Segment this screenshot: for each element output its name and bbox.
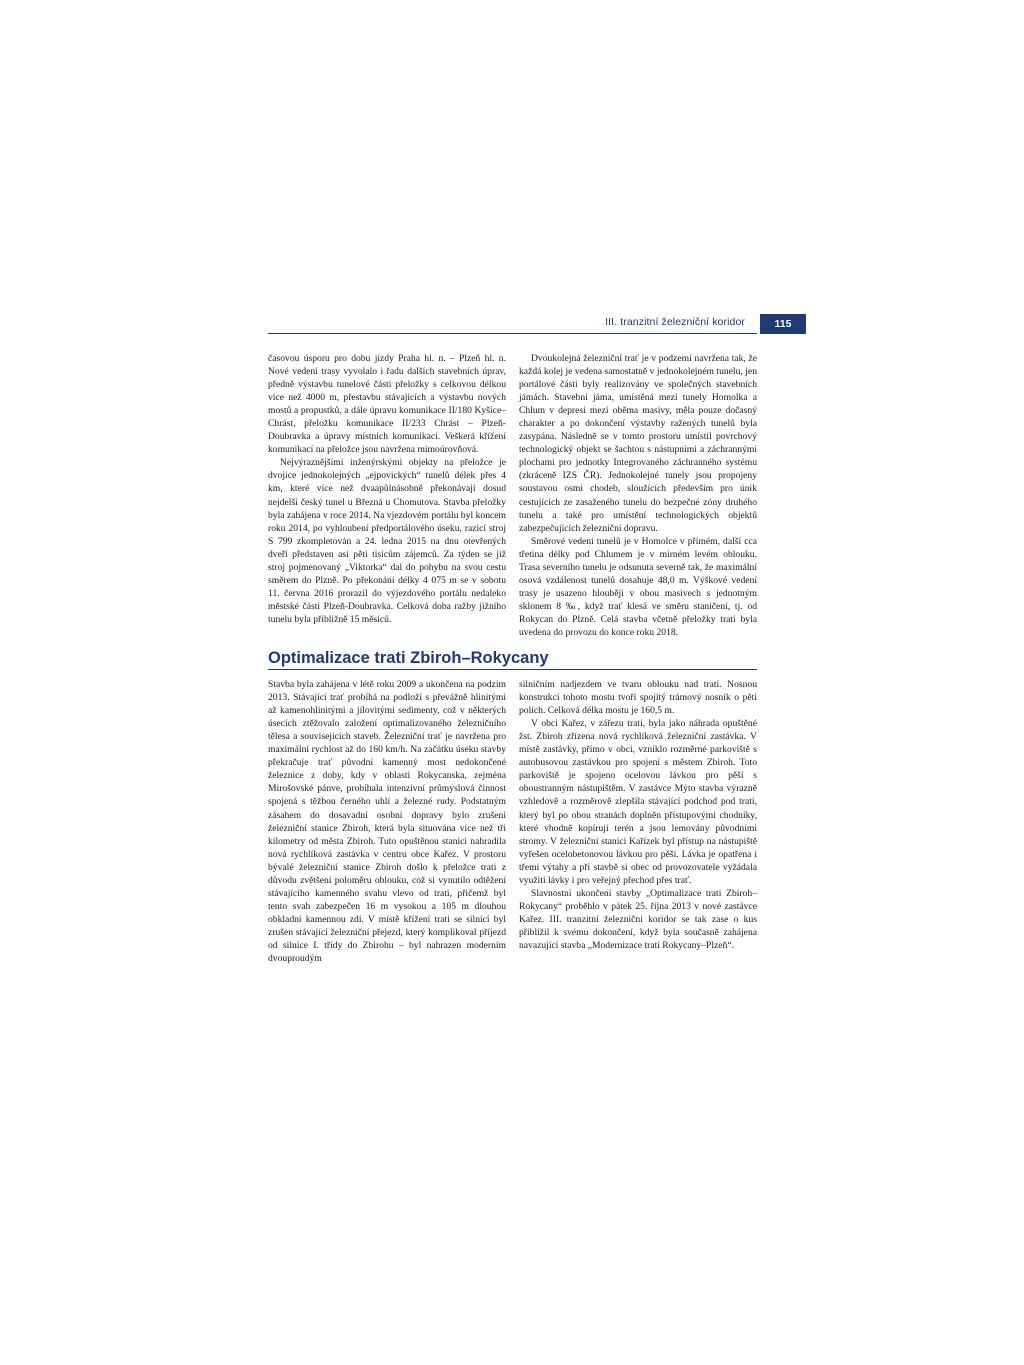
running-header (268, 314, 757, 334)
paragraph: V obci Kařez, v zářezu trati, byla jako náhrada opuštěné žst. Zbiroh zřízena nová rychlíková železniční zastávka. V místě zastávky, přímo v obci, vzniklo rozměrné parkoviště s autobusovou zastávkou pro spojení s městem Zbiroh. Toto parkoviště je spojeno ocelovou lávkou pro pěší s oboustranným nástupištěm. V zastávce Mýto stavba výrazně vzhledově a rozměrově zlepšila stávající podchod pod tratí, který byl po obou stranách doplněn přístupovými chodníky, které vhodně kopírují terén a jsou lemovány původními stromy. V železniční stanici Kařízek byl přístup na nástupiště vyřešen ocelobetonovou lávkou pro pěší. Lávka je opatřena i třemi výtahy a při stavbě si obec od provozovatele vyžádala využití lávky i pro veřejný přechod přes trať. (519, 718, 757, 886)
page-number: 115 (760, 314, 806, 334)
section-columns (268, 678, 757, 965)
book-page (268, 314, 806, 965)
section-heading: Optimalizace trati Zbiroh–Rokycany (268, 648, 757, 670)
paragraph: Směrové vedení tunelů je v Homolce v přímém, další cca třetina délky pod Chlumem je v mírném levém oblouku. Trasa severního tunelu je odsunuta severně tak, že maximální osová vzdálenost tunelů dosahuje 48,0 m. Výškové vedení trasy je usazeno hlouběji v obou masivech s jednotným sklonem 8 ‰, když trať klesá ve směru staničení, tj. od Rokycan do Plzně. Celá stavba včetně přeložky trati byla uvedena do provozu do konce roku 2018. (519, 535, 757, 638)
top-right-column (519, 352, 757, 639)
running-title: III. tranzitní železniční koridor (605, 316, 745, 328)
paragraph: Stavba byla zahájena v létě roku 2009 a ukončena na podzim 2013. Stávající trať probíhá na podloží s převážně hlinitými až kamenohlinitými a jílovitými sedimenty, což v některých úsecích ztěžovalo založení optimalizovaného železničního tělesa a souvisejících staveb. Železniční trať je navržena pro maximální rychlost až do 160 km/h. Na začátku úseku stavby překračuje trať původní kamenný most nedokončené železnice z doby, kdy v oblasti Rokycanska, zejména Mirošovské pánve, probíhala intenzivní průmyslová činnost spojená s těžbou černého uhlí a železné rudy. Podstatným zásahem do dosavadní osobní dopravy bylo zrušení železniční stanice Zbiroh, která byla situována více než tři kilometry od města Zbiroh. Tuto opuštěnou stanici nahradila nová rychlíková zastávka v centru obce Kařez. V prostoru bývalé železniční stanice Zbiroh došlo k přeložce trati z důvodu zvětšení poloměru oblouku, což si vynutilo odtěžení stávajícího kamenného svahu vlevo od trati, přičemž byl tento svah zabezpečen 16 m vysokou a 105 m dlouhou obkladní kamennou zdí. V místě křížení trati se silnicí byl zrušen stávající železniční přejezd, který komplikoval příjezd od silnice I. třídy do Zbirohu – byl nahrazen moderním dvouproudým (268, 679, 506, 965)
top-columns (268, 352, 757, 639)
paragraph: Slavnostní ukončení stavby „Optimalizace trati Zbiroh–Rokycany“ proběhlo v pátek 25. října 2013 v nové zastávce Kařez. III. tranzitní železniční koridor se tak zase o kus přiblížil k svému dokončení, když byla současně zahájena navazující stavba „Modernizace trati Rokycany–Plzeň“. (519, 887, 757, 951)
top-left-column (268, 352, 506, 639)
paragraph: silničním nadjezdem ve tvaru oblouku nad tratí. Nosnou konstrukci tohoto mostu tvoří spojitý trámový nosník o pěti polích. Celková délka mostu je 160,5 m. (519, 679, 757, 717)
section-left-column (268, 678, 506, 965)
paragraph: Dvoukolejná železniční trať je v podzemí navržena tak, že každá kolej je vedena samostatně v jednokolejném tunelu, jen portálové části byly realizovány ve společných stavebních jámách. Stavební jáma, umístěná mezi tunely Homolka a Chlum v depresi mezi oběma masivy, měla pouze dočasný charakter a po dokončení výstavby ražených tunelů byla zasypána. Následně se v tomto prostoru umístil povrchový technologický objekt se šachtou s nástupními a záchrannými plochami pro jednotky Integrovaného záchranného systému (zkráceně IZS ČR). Jednokolejné tunely jsou propojeny soustavou osmi chodeb, sloužících především pro únik cestujících ze zasaženého tunelu do bezpečné zóny druhého tunelu a také pro umístění technologických objektů zabezpečujících železniční dopravu. (519, 353, 757, 534)
paragraph: Nejvýraznějšími inženýrskými objekty na přeložce je dvojice jednokolejných „ejpovických“ tunelů délek přes 4 km, které více než dvaapůlnásobně překonávají dosud nejdelší český tunel u Březná u Chomutova. Stavba přeložky byla zahájena v roce 2014. Na vjezdovém portálu byl koncem roku 2014, po vyhloubení předportálového úseku, razicí stroj S 799 zkompletován a 24. ledna 2015 na dnu otevřených dveří představen asi pěti tisícům zájemců. Za týden se již stroj pojmenovaný „Viktorka“ dal do pohybu na svou cestu směrem do Plzně. Po překonání délky 4 075 m se v sobotu 11. června 2016 prorazil do výjezdového portálu nedaleko městské části Plzeň-Doubravka. Celková doba ražby jižního tunelu byla přibližně 15 měsíců. (268, 457, 506, 625)
section-right-column (519, 678, 757, 965)
paragraph: časovou úsporu pro dobu jízdy Praha hl. n. – Plzeň hl. n. Nové vedení trasy vyvolalo i řadu dalších stavebních úprav, předně výstavbu tunelové části přeložky s celkovou délkou více než 4000 m, přestavbu stávajících a výstavbu nových mostů a propustků, a dále úpravu komunikace II/180 Kyšice–Chrást, přeložku komunikace II/233 Chrást – Plzeň-Doubravka a úpravy místních komunikací. Veškerá křížení komunikací na přeložce jsou navržena mimoúrovňová. (268, 353, 506, 456)
